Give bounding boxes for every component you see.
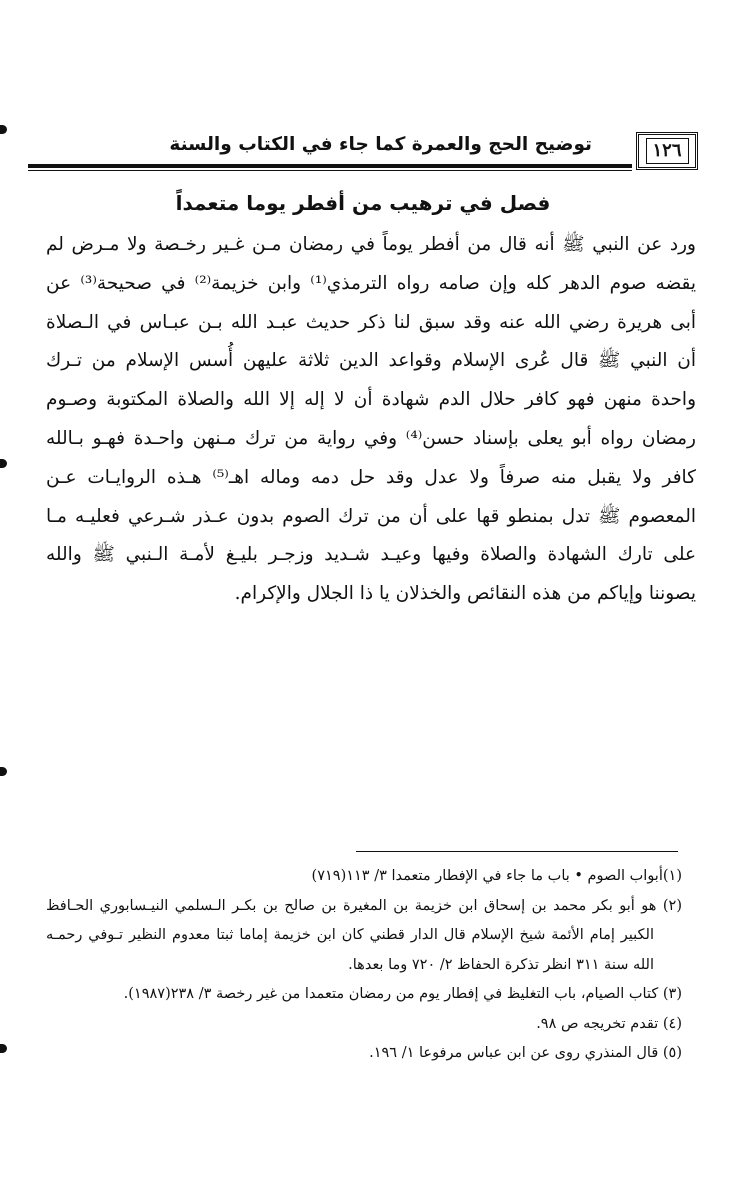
scan-edge-mark: [0, 125, 7, 134]
footnote: (٥) قال المنذري روى عن ابن عباس مرفوعا ١/ ١٩٦.: [369, 1045, 682, 1061]
body-text: [46, 226, 696, 614]
body-line: أن النبي ﷺ قال عُرى الإسلام وقواعد الدين ثلاثة عليهن أُسس الإسلام من تـرك: [46, 350, 696, 372]
footnote: (٢) هو أبو بكر محمد بن إسحاق ابن خزيمة بن المغيرة بن صالح بن بكـر الـسلمي النيـسابوري الحـافظ: [46, 897, 682, 914]
body-line: كافر ولا يقبل منه صرفاً ولا عدل وقد حل دمه وماله اهـ⁽⁵⁾ هـذه الروايـات عـن: [46, 466, 696, 488]
section-heading: فصل في ترهيب من أفطر يوما متعمداً: [175, 191, 551, 215]
body-line: يصوننا وإياكم من هذه النقائص والخذلان يا ذا الجلال والإكرام.: [234, 583, 696, 605]
footnote: (٣) كتاب الصيام، باب التغليظ في إفطار يوم من رمضان متعمدا من غير رخصة ٣/ ٢٣٨(١٩٨٧).: [123, 986, 682, 1002]
page-number-box: [636, 132, 698, 170]
body-line: ورد عن النبي ﷺ أنه قال من أفطر يوماً في رمضان مـن غـير رخـصة ولا مـرض لم: [46, 234, 696, 255]
header-rule: [28, 164, 632, 168]
footnote-continuation: الله سنة ٣١١ انظر تذكرة الحفاظ ٢/ ٧٢٠ وما بعدها.: [348, 956, 654, 973]
footnote: (٤) تقدم تخريجه ص ٩٨.: [536, 1015, 682, 1032]
body-line: رمضان رواه أبو يعلى بإسناد حسن⁽⁴⁾ وفي رواية من ترك مـنهن واحـدة فهـو بـالله: [46, 427, 696, 449]
footnote-continuation: الكبير إمام الأئمة شيخ الإسلام قال الدار قطني كان ابن خزيمة إماما ثبتا معدوم النظير تـوفي رحمـه: [46, 927, 654, 943]
body-line: أبى هريرة رضي الله عنه وقد سبق لنا ذكر حديث عبـد الله بـن عبـاس في الـصلاة: [46, 311, 696, 333]
header-rule-thin: [28, 170, 632, 171]
body-line: واحدة منهن فهو كافر حلال الدم شهادة أن لا إله إلا الله والصلاة المكتوبة وصـوم: [46, 389, 696, 411]
running-title: توضيح الحج والعمرة كما جاء في الكتاب والسنة: [169, 134, 592, 155]
footnote: (١)أبواب الصوم • باب ما جاء في الإفطار متعمدا ٣/ ١١٣(٧١٩): [311, 868, 682, 884]
scan-edge-mark: [0, 1044, 7, 1053]
body-line: يقضه صوم الدهر كله وإن صامه رواه الترمذي⁽¹⁾ وابن خزيمة⁽²⁾ في صحيحة⁽³⁾ عن: [46, 272, 696, 294]
scan-edge-mark: [0, 459, 7, 468]
body-line: المعصوم ﷺ تدل بمنطو قها على أن من ترك الصوم بدون عـذر شـرعي فعليـه مـا: [46, 505, 696, 527]
page-number: ١٢٦: [646, 138, 689, 164]
page-header: [28, 128, 698, 178]
footnotes: [46, 862, 682, 1069]
footnote-separator: [356, 851, 678, 852]
scan-edge-mark: [0, 767, 7, 776]
body-line: على تارك الشهادة والصلاة وفيها وعيـد شـديد وزجـر بليـغ لأمـة الـنبي ﷺ والله: [46, 544, 696, 566]
